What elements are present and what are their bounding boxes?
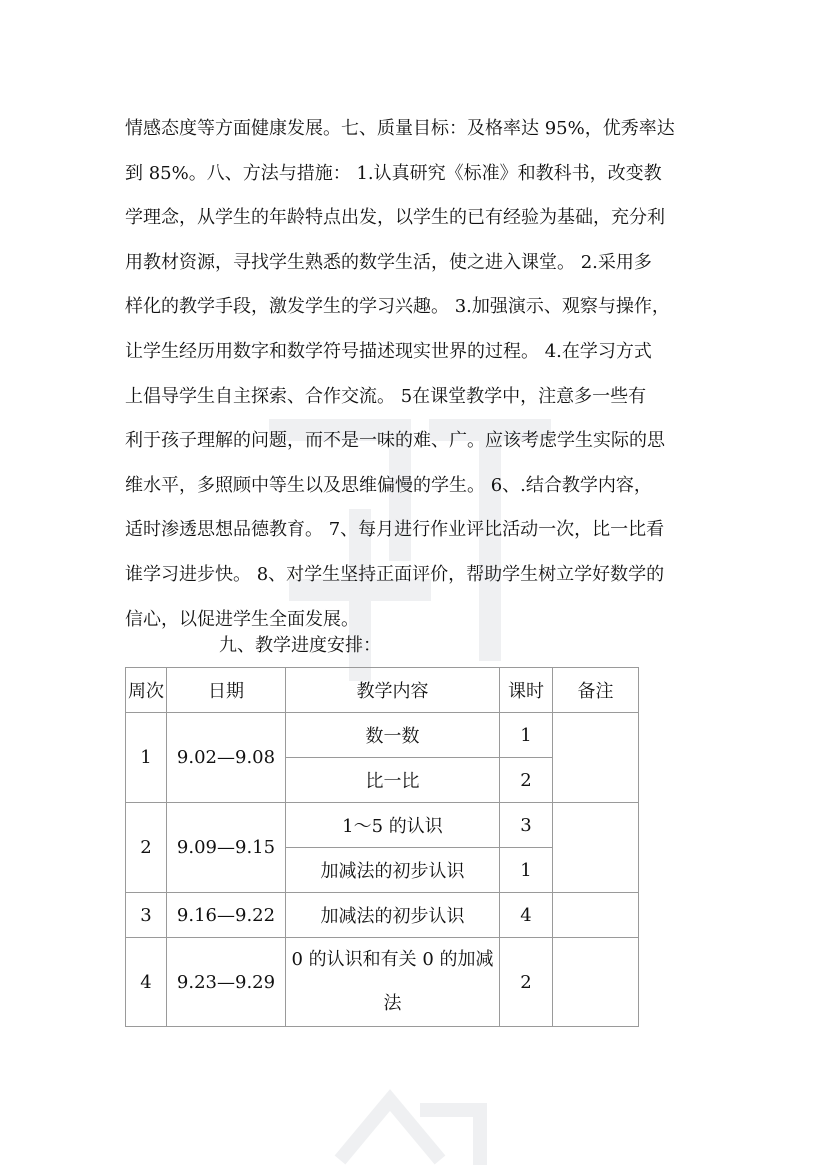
table-row <box>126 713 639 758</box>
body-line: 让学生经历用数字和数学符号描述现实世界的过程。 4.在学习方式 <box>125 340 652 362</box>
notes-cell <box>553 713 639 803</box>
watermark-logo-bottom <box>330 1080 490 1170</box>
table-row <box>126 893 639 938</box>
table-row <box>126 803 639 848</box>
content-line: 法 <box>383 993 402 1014</box>
notes-cell <box>553 938 639 1027</box>
notes-cell <box>553 893 639 938</box>
body-line: 信心，以促进学生全面发展。 <box>125 608 359 630</box>
body-line: 用教材资源，寻找学生熟悉的数学生活，使之进入课堂。 2.采用多 <box>125 251 652 273</box>
hours-cell: 1 <box>500 713 553 758</box>
week-cell: 1 <box>126 713 167 803</box>
body-line: 样化的教学手段，激发学生的学习兴趣。 3.加强演示、观察与操作， <box>125 296 670 318</box>
notes-cell <box>553 803 639 893</box>
week-cell: 2 <box>126 803 167 893</box>
date-cell: 9.02—9.08 <box>167 713 286 803</box>
header-content: 教学内容 <box>286 668 500 713</box>
body-line: 到 85%。八、方法与措施： 1.认真研究《标准》和教科书，改变教 <box>125 162 662 184</box>
content-cell <box>286 938 500 1027</box>
hours-cell: 2 <box>500 938 553 1027</box>
header-notes: 备注 <box>553 668 639 713</box>
body-line: 谁学习进步快。 8、对学生坚持正面评价，帮助学生树立学好数学的 <box>125 563 665 585</box>
header-hours: 课时 <box>500 668 553 713</box>
table-header-row <box>126 668 639 713</box>
schedule-table <box>125 667 639 1027</box>
date-cell: 9.09—9.15 <box>167 803 286 893</box>
body-line: 学理念，从学生的年龄特点出发，以学生的已有经验为基础，充分利 <box>125 207 665 229</box>
body-line: 维水平，多照顾中等生以及思维偏慢的学生。 6、.结合教学内容， <box>125 474 652 496</box>
schedule-heading: 九、教学进度安排： <box>219 635 381 656</box>
table-row <box>126 938 639 1027</box>
content-cell: 加减法的初步认识 <box>286 848 500 893</box>
content-cell: 加减法的初步认识 <box>286 893 500 938</box>
body-line: 情感态度等方面健康发展。七、质量目标：及格率达 95%，优秀率达 <box>125 118 675 139</box>
content-cell: 1～5 的认识 <box>286 803 500 848</box>
body-line: 适时渗透思想品德教育。 7、每月进行作业评比活动一次，比一比看 <box>125 519 665 541</box>
date-cell: 9.16—9.22 <box>167 893 286 938</box>
week-cell: 4 <box>126 938 167 1027</box>
hours-cell: 1 <box>500 848 553 893</box>
body-line: 利于孩子理解的问题，而不是一味的难、广。应该考虑学生实际的思 <box>125 430 665 452</box>
header-date: 日期 <box>167 668 286 713</box>
content-line: 0 的认识和有关 0 的加减 <box>291 949 494 970</box>
hours-cell: 4 <box>500 893 553 938</box>
header-week: 周次 <box>126 668 167 713</box>
body-paragraph <box>125 107 725 642</box>
week-cell: 3 <box>126 893 167 938</box>
hours-cell: 2 <box>500 758 553 803</box>
content-cell: 比一比 <box>286 758 500 803</box>
date-cell: 9.23—9.29 <box>167 938 286 1027</box>
content-cell: 数一数 <box>286 713 500 758</box>
body-line: 上倡导学生自主探索、合作交流。 5在课堂教学中，注意多一些有 <box>125 385 647 407</box>
hours-cell: 3 <box>500 803 553 848</box>
